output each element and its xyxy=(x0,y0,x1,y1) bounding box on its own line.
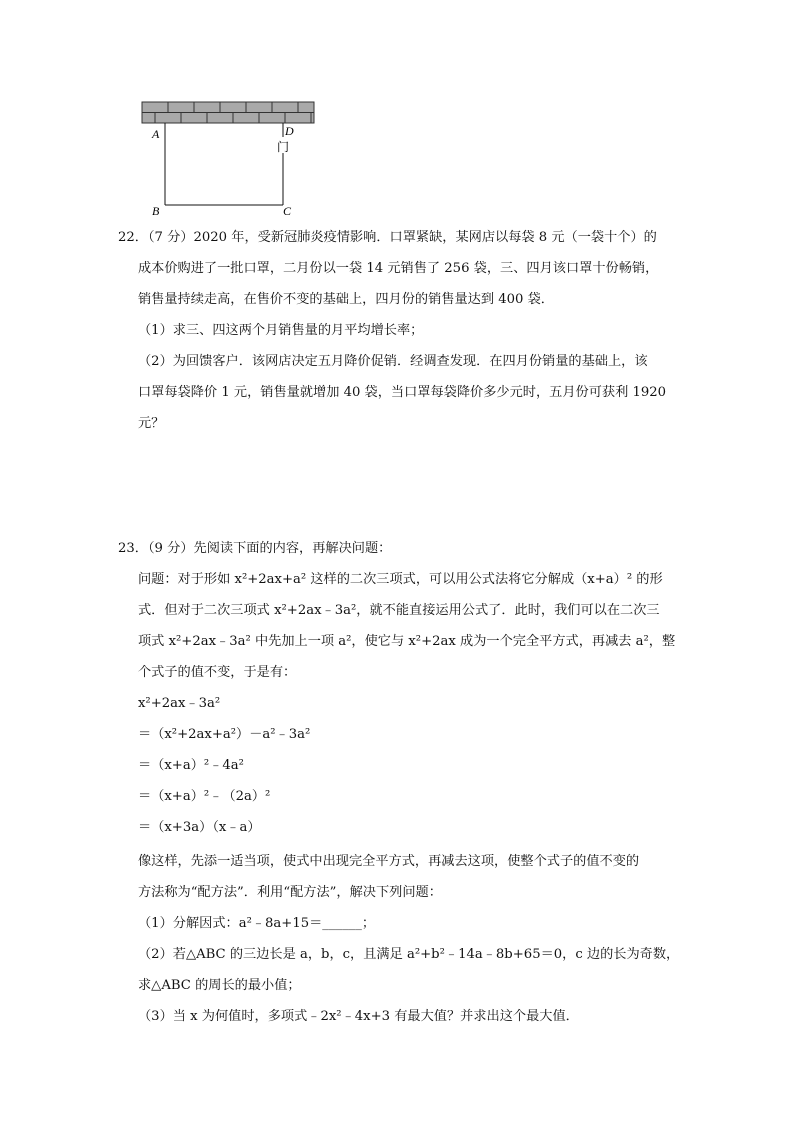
label-door: 门 xyxy=(277,140,290,154)
q23-line-intro xyxy=(118,540,391,558)
q23-method-1: 像这样，先添一适当项，使式中出现完全平方式，再减去这项，使整个式子的值不变的 xyxy=(138,854,640,869)
q23-expr-2: ＝（x²+2ax+a²）－a²﹣3a² xyxy=(138,727,311,742)
q23-statement-4: 个式子的值不变，于是有： xyxy=(138,665,297,680)
q22-line-2: 成本价购进了一批口罩，二月份以一袋 14 元销售了 256 袋，三、四月该口罩十份畅销， xyxy=(138,261,659,276)
q23-intro-text: （9 分）先阅读下面的内容，再解决问题： xyxy=(147,541,392,556)
label-d: D xyxy=(285,124,294,138)
q23-expr-5: ＝（x+3a）（x﹣a） xyxy=(138,820,261,835)
q23-statement-1: 问题：对于形如 x²+2ax+a² 这样的二次三项式，可以用公式法将它分解成（x+a）² 的形 xyxy=(138,572,663,587)
q23-part-2-line-1: （2）若△ABC 的三边长是 a，b，c，且满足 a²+b²﹣14a﹣8b+65＝0，c 边的长为奇数， xyxy=(138,947,680,962)
rectangle-abcd xyxy=(165,123,283,205)
q22-text-1: （7 分）2020 年，受新冠肺炎疫情影响．口罩紧缺，某网店以每袋 8 元（一袋十个）的 xyxy=(147,230,657,245)
q23-expr-3: ＝（x+a）²﹣4a² xyxy=(138,758,244,773)
q23-statement-2: 式．但对于二次三项式 x²+2ax﹣3a²，就不能直接运用公式了．此时，我们可以在二次三 xyxy=(138,603,660,618)
q23-part-3: （3）当 x 为何值时，多项式﹣2x²﹣4x+3 有最大值？并求出这个最大值． xyxy=(138,1009,579,1024)
q23-part-2-line-2: 求△ABC 的周长的最小值； xyxy=(138,978,301,993)
q23-number: 23． xyxy=(118,541,148,556)
q22-line-1 xyxy=(118,229,657,247)
wall-rectangle-figure xyxy=(138,98,323,220)
brick-wall xyxy=(142,102,314,123)
label-c: C xyxy=(283,204,292,218)
q23-expr-1: x²+2ax﹣3a² xyxy=(138,696,221,711)
q22-number: 22． xyxy=(118,230,148,245)
figure-svg xyxy=(138,98,323,220)
q23-part-1: （1）分解因式：a²﹣8a+15＝______； xyxy=(138,916,376,931)
q22-line-3: 销售量持续走高，在售价不变的基础上，四月份的销售量达到 400 袋． xyxy=(138,292,554,307)
q23-expr-4: ＝（x+a）²﹣（2a）² xyxy=(138,789,271,804)
q22-part-2-line-3: 元？ xyxy=(138,416,165,431)
label-b: B xyxy=(152,204,160,218)
q22-part-2-line-2: 口罩每袋降价 1 元，销售量就增加 40 袋，当口罩每袋降价多少元时，五月份可获利 1920 xyxy=(138,385,667,400)
q22-part-2-line-1: （2）为回馈客户．该网店决定五月降价促销．经调查发现．在四月份销量的基础上，该 xyxy=(138,354,648,369)
q23-statement-3: 项式 x²+2ax﹣3a² 中先加上一项 a²，使它与 x²+2ax 成为一个完全平方式，再减去 a²，整 xyxy=(138,634,676,649)
q22-part-1: （1）求三、四这两个月销售量的月平均增长率； xyxy=(138,323,424,338)
label-a: A xyxy=(152,127,160,141)
q23-method-2: 方法称为“配方法”．利用“配方法”，解决下列问题： xyxy=(138,885,442,900)
